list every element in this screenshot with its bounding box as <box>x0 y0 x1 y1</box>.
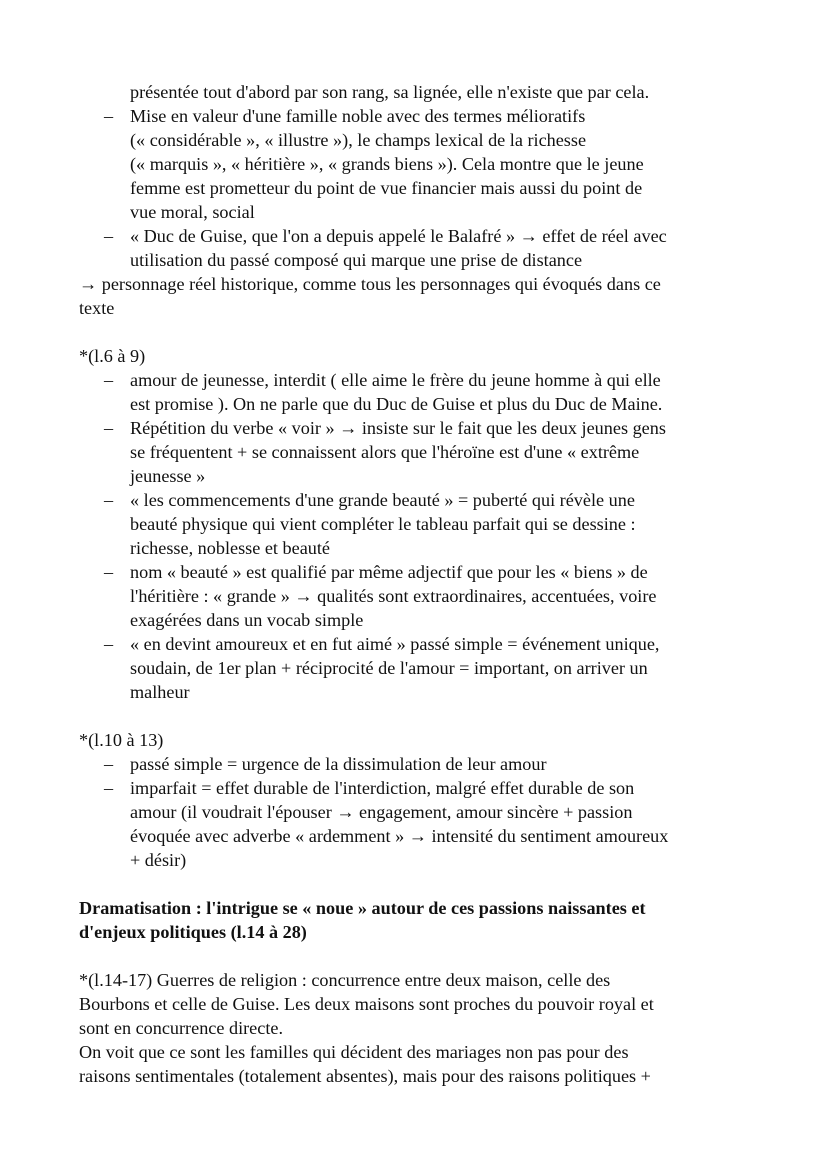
paragraph-gap <box>79 320 759 344</box>
section1-bullet-text: femme est prometteur du point de vue financier mais aussi du point de <box>130 178 643 198</box>
section1-bullet-line <box>79 248 759 272</box>
bullet-dash: – <box>104 562 114 582</box>
section1-bullet-text: (« considérable », « illustre »), le champs lexical de la richesse <box>130 130 587 150</box>
section3-bullet-line <box>79 848 759 872</box>
section1-bullet-line <box>79 224 759 248</box>
section2-bullet-line <box>79 440 759 464</box>
section3-bullet-line <box>79 776 759 800</box>
section2-bullet-text: soudain, de 1er plan + réciprocité de l'amour = important, on arriver un <box>130 658 648 678</box>
section-label: *(l.10 à 13) <box>79 730 164 750</box>
section3-bullet-text: évoquée avec adverbe « ardemment » → intensité du sentiment amoureux <box>130 826 669 846</box>
section1-bullet-line <box>79 176 759 200</box>
section1-bullet-line <box>79 152 759 176</box>
section2-bullet-line <box>79 464 759 488</box>
paragraph-line: *(l.14-17) Guerres de religion : concurrence entre deux maison, celle des <box>79 970 611 990</box>
bullet-dash: – <box>104 226 114 246</box>
bullet-dash: – <box>104 106 114 126</box>
section-heading: d'enjeux politiques (l.14 à 28) <box>79 922 307 942</box>
paragraph-gap <box>79 704 759 728</box>
section2-bullet-text: l'héritière : « grande » → qualités sont extraordinaires, accentuées, voire <box>130 586 657 606</box>
section3-bullet-line <box>79 752 759 776</box>
section2-bullet-line <box>79 656 759 680</box>
section1-bullet-line <box>79 128 759 152</box>
section3-bullet-text: + désir) <box>130 850 187 870</box>
arrow-note-line: texte <box>79 298 115 318</box>
section2-bullet-line <box>79 560 759 584</box>
section2-bullet-line <box>79 584 759 608</box>
section3-bullet-text: amour (il voudrait l'épouser → engagement, amour sincère + passion <box>130 802 633 822</box>
section3-bullet-line <box>79 800 759 824</box>
paragraph-line: sont en concurrence directe. <box>79 1018 283 1038</box>
section2-bullet-line <box>79 392 759 416</box>
document-page <box>79 80 759 1088</box>
paragraph-line: raisons sentimentales (totalement absentes), mais pour des raisons politiques + <box>79 1066 651 1086</box>
section-heading: Dramatisation : l'intrigue se « noue » autour de ces passions naissantes et <box>79 898 646 918</box>
section1-bullet-text: vue moral, social <box>130 202 255 222</box>
paragraph-line: On voit que ce sont les familles qui décident des mariages non pas pour des <box>79 1042 629 1062</box>
section2-bullet-line <box>79 608 759 632</box>
section2-bullet-text: richesse, noblesse et beauté <box>130 538 330 558</box>
bullet-dash: – <box>104 490 114 510</box>
section2-bullet-line <box>79 680 759 704</box>
bullet-dash: – <box>104 418 114 438</box>
section2-bullet-line <box>79 536 759 560</box>
section2-bullet-text: malheur <box>130 682 190 702</box>
section2-bullet-text: « les commencements d'une grande beauté » = puberté qui révèle une <box>130 490 635 510</box>
paragraph-gap <box>79 944 759 968</box>
section1-bullet-text: Mise en valeur d'une famille noble avec des termes mélioratifs <box>130 106 586 126</box>
section2-bullet-text: jeunesse » <box>130 466 206 486</box>
section2-bullet-text: « en devint amoureux et en fut aimé » passé simple = événement unique, <box>130 634 660 654</box>
paragraph-gap <box>79 872 759 896</box>
bullet-dash: – <box>104 634 114 654</box>
section2-bullet-text: amour de jeunesse, interdit ( elle aime le frère du jeune homme à qui elle <box>130 370 661 390</box>
section3-bullet-text: passé simple = urgence de la dissimulation de leur amour <box>130 754 547 774</box>
section1-bullet-text: utilisation du passé composé qui marque une prise de distance <box>130 250 583 270</box>
section2-bullet-text: nom « beauté » est qualifié par même adjectif que pour les « biens » de <box>130 562 648 582</box>
section1-bullet-line <box>79 200 759 224</box>
bullet-dash: – <box>104 754 114 774</box>
section-label: *(l.6 à 9) <box>79 346 146 366</box>
section2-bullet-text: se fréquentent + se connaissent alors que l'héroïne est d'une « extrême <box>130 442 640 462</box>
section1-bullet-text: (« marquis », « héritière », « grands biens »). Cela montre que le jeune <box>130 154 644 174</box>
section2-bullet-text: exagérées dans un vocab simple <box>130 610 364 630</box>
section2-bullet-line <box>79 368 759 392</box>
arrow-note-line: → personnage réel historique, comme tous les personnages qui évoqués dans ce <box>79 274 661 294</box>
section2-bullet-text: Répétition du verbe « voir » → insiste sur le fait que les deux jeunes gens <box>130 418 666 438</box>
bullet-dash: – <box>104 370 114 390</box>
section1-bullet-line <box>79 104 759 128</box>
bullet-dash: – <box>104 778 114 798</box>
section2-bullet-line <box>79 632 759 656</box>
section2-bullet-line <box>79 512 759 536</box>
section2-bullet-text: beauté physique qui vient compléter le tableau parfait qui se dessine : <box>130 514 636 534</box>
section1-bullet-text: « Duc de Guise, que l'on a depuis appelé le Balafré » → effet de réel avec <box>130 226 667 246</box>
section3-bullet-text: imparfait = effet durable de l'interdiction, malgré effet durable de son <box>130 778 635 798</box>
section2-bullet-text: est promise ). On ne parle que du Duc de Guise et plus du Duc de Maine. <box>130 394 663 414</box>
section2-bullet-line <box>79 488 759 512</box>
section2-bullet-line <box>79 416 759 440</box>
paragraph-line: Bourbons et celle de Guise. Les deux maisons sont proches du pouvoir royal et <box>79 994 654 1014</box>
intro-line: présentée tout d'abord par son rang, sa lignée, elle n'existe que par cela. <box>130 82 650 102</box>
section3-bullet-line <box>79 824 759 848</box>
